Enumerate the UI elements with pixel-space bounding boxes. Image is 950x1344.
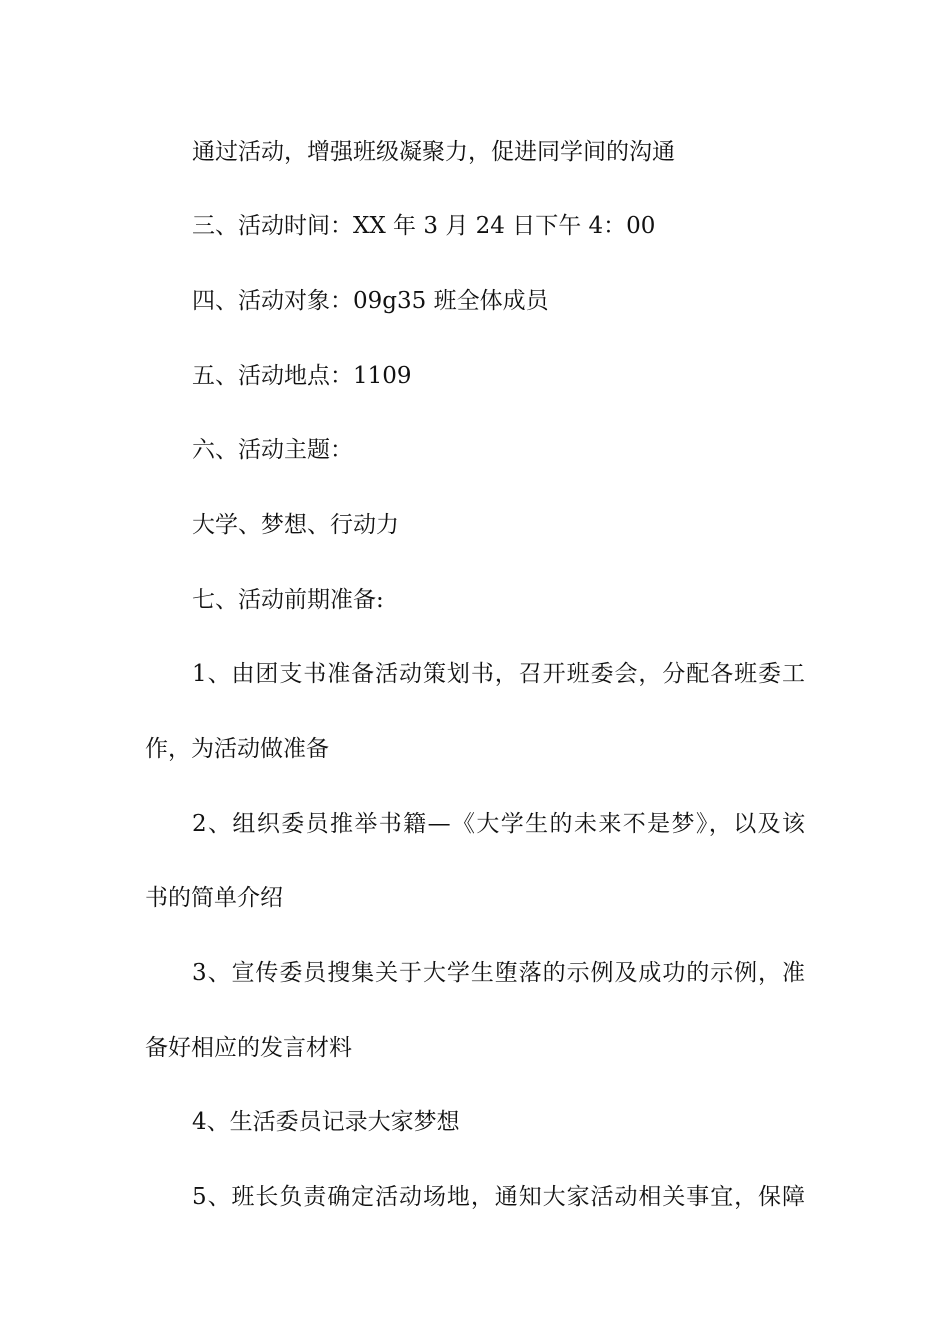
paragraph-location: 五、活动地点：1109 <box>192 363 412 389</box>
list-item-5-line-1: 5、班长负责确定活动场地，通知大家活动相关事宜，保障 <box>192 1184 805 1210</box>
heading-theme: 六、活动主题： <box>192 437 353 463</box>
list-item-3-line-1: 3、宣传委员搜集关于大学生堕落的示例及成功的示例，准 <box>192 960 805 986</box>
list-item-2-line-2: 书的简单介绍 <box>145 885 283 911</box>
list-item-4: 4、生活委员记录大家梦想 <box>192 1109 460 1135</box>
list-item-1-line-1: 1、由团支书准备活动策划书，召开班委会，分配各班委工 <box>192 661 805 687</box>
heading-preparation: 七、活动前期准备: <box>192 587 384 613</box>
paragraph-goal: 通过活动，增强班级凝聚力，促进同学间的沟通 <box>192 139 675 165</box>
list-item-1-line-2: 作，为活动做准备 <box>145 736 329 762</box>
list-item-3-line-2: 备好相应的发言材料 <box>145 1035 352 1061</box>
paragraph-theme: 大学、梦想、行动力 <box>192 512 399 538</box>
paragraph-participants: 四、活动对象：09g35 班全体成员 <box>192 288 549 314</box>
paragraph-time: 三、活动时间：XX 年 3 月 24 日下午 4：00 <box>192 213 656 239</box>
list-item-2-line-1: 2、组织委员推举书籍—《大学生的未来不是梦》，以及该 <box>192 811 805 837</box>
